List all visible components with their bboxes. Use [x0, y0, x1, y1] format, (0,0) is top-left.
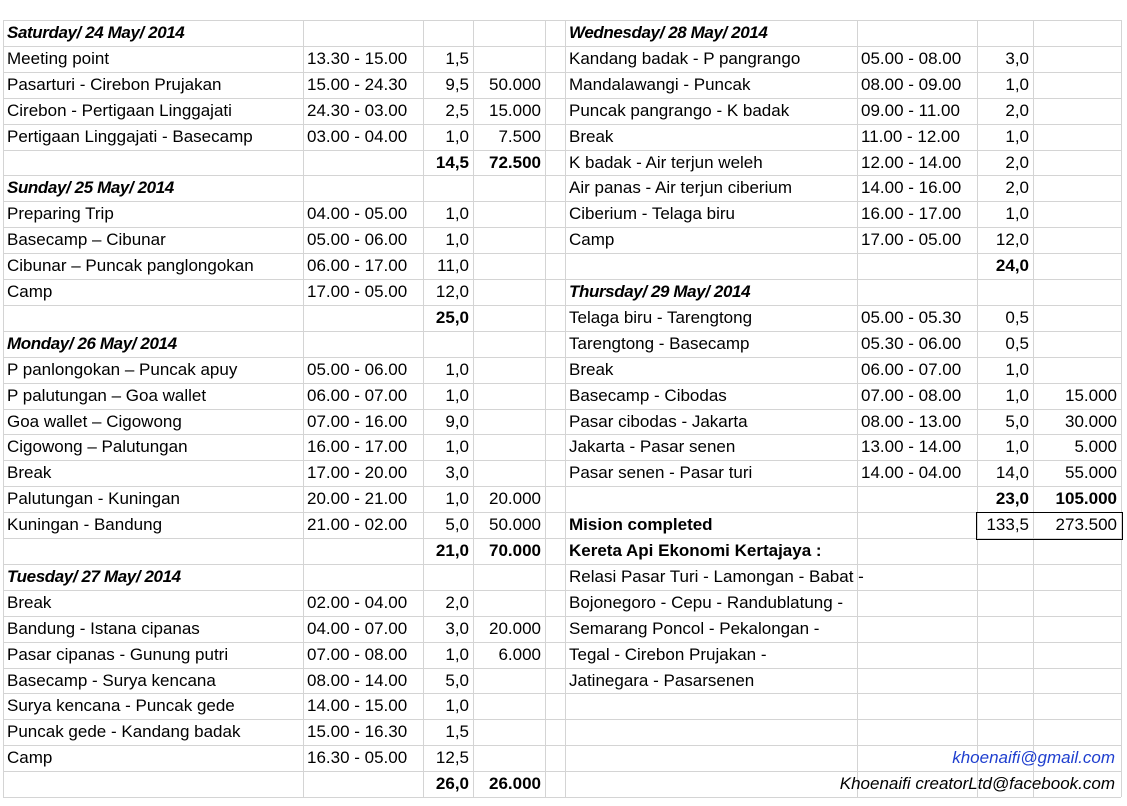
hours-cell: 12,0 — [995, 230, 1029, 250]
cost-cell: 50.000 — [489, 515, 541, 535]
cost-cell — [1037, 227, 1117, 253]
cost-cell: 30.000 — [1065, 411, 1117, 431]
time-cell: 08.00 - 14.00 — [307, 670, 408, 690]
train-route-line: Jatinegara - Pasarsenen — [569, 670, 755, 690]
hours-cell: 12,5 — [435, 748, 469, 768]
activity-cell: Puncak gede - Kandang badak — [7, 722, 241, 742]
time-cell: 07.00 - 16.00 — [307, 411, 408, 431]
hours-cell: 3,0 — [1005, 48, 1029, 68]
cost-cell — [477, 693, 541, 719]
time-cell: 14.00 - 04.00 — [861, 463, 962, 483]
train-route-line: Relasi Pasar Turi - Lamongan - Babat - — [569, 566, 864, 586]
train-route-line: Semarang Poncol - Pekalongan - — [569, 618, 820, 638]
day-header: Thursday/ 29 May/ 2014 — [569, 282, 751, 301]
time-cell: 07.00 - 08.00 — [861, 385, 962, 405]
cost-cell — [477, 460, 541, 486]
time-cell: 21.00 - 02.00 — [307, 515, 408, 535]
hours-cell: 1,0 — [1005, 126, 1029, 146]
hours-cell: 1,0 — [1005, 437, 1029, 457]
hours-cell: 1,0 — [445, 126, 469, 146]
hours-cell: 3,0 — [445, 463, 469, 483]
activity-cell: Surya kencana - Puncak gede — [7, 696, 235, 716]
activity-cell: Pasar senen - Pasar turi — [569, 463, 753, 483]
time-cell: 08.00 - 13.00 — [861, 411, 962, 431]
time-cell: 12.00 - 14.00 — [861, 152, 962, 172]
hours-cell: 1,0 — [445, 696, 469, 716]
cost-cell — [477, 434, 541, 460]
activity-cell: Basecamp - Surya kencana — [7, 670, 216, 690]
cost-cell — [1037, 98, 1117, 124]
cost-cell — [477, 357, 541, 383]
train-route-line: Bojonegoro - Cepu - Randublatung - — [569, 592, 844, 612]
cost-cell — [477, 668, 541, 694]
day-header: Tuesday/ 27 May/ 2014 — [7, 566, 181, 586]
cost-cell: 6.000 — [498, 644, 541, 664]
activity-cell: P palutungan – Goa wallet — [7, 385, 207, 405]
activity-cell: Air panas - Air terjun ciberium — [569, 178, 792, 198]
time-cell: 07.00 - 08.00 — [307, 644, 408, 664]
hours-cell: 1,0 — [445, 437, 469, 457]
time-cell: 14.00 - 15.00 — [307, 696, 408, 716]
total-cost-cell — [1037, 253, 1117, 279]
cost-cell: 7.500 — [498, 126, 541, 146]
time-cell: 03.00 - 04.00 — [307, 126, 408, 146]
hours-cell: 2,5 — [445, 100, 469, 120]
time-cell: 05.30 - 06.00 — [861, 333, 962, 353]
hours-cell: 1,0 — [445, 644, 469, 664]
time-cell: 06.00 - 07.00 — [307, 385, 408, 405]
time-cell: 08.00 - 09.00 — [861, 74, 962, 94]
day-header: Sunday/ 25 May/ 2014 — [7, 178, 174, 198]
activity-cell: Pertigaan Linggajati - Basecamp — [7, 126, 253, 146]
cost-cell — [1037, 305, 1117, 331]
activity-cell: Meeting point — [7, 48, 110, 68]
total-cost-cell: 26.000 — [489, 774, 541, 794]
time-cell: 15.00 - 16.30 — [307, 722, 408, 742]
activity-cell: K badak - Air terjun weleh — [569, 152, 763, 172]
activity-cell: Telaga biru - Tarengtong — [569, 307, 753, 327]
credit-facebook: Khoenaifi creatorLtd@facebook.com — [839, 774, 1115, 794]
cost-cell — [477, 279, 541, 305]
mission-total-cost: 273.500 — [1055, 515, 1117, 535]
hours-cell: 1,0 — [445, 359, 469, 379]
grid-column-line — [423, 20, 424, 797]
cost-cell — [1037, 175, 1117, 201]
activity-cell: Puncak pangrango - K badak — [569, 100, 790, 120]
time-cell: 02.00 - 04.00 — [307, 592, 408, 612]
cost-cell — [477, 201, 541, 227]
hours-cell: 5,0 — [445, 670, 469, 690]
time-cell: 11.00 - 12.00 — [861, 126, 960, 146]
hours-cell: 9,0 — [445, 411, 469, 431]
day-header: Monday/ 26 May/ 2014 — [7, 333, 177, 353]
hours-cell: 2,0 — [1005, 152, 1029, 172]
time-cell: 09.00 - 11.00 — [861, 100, 960, 120]
cost-cell — [477, 590, 541, 616]
hours-cell: 5,0 — [1005, 411, 1029, 431]
activity-cell: Bandung - Istana cipanas — [7, 618, 200, 638]
total-hours-cell: 14,5 — [435, 152, 469, 172]
activity-cell: Preparing Trip — [7, 204, 114, 224]
activity-cell: Cibunar – Puncak panglongokan — [7, 256, 254, 276]
cost-cell — [1037, 201, 1117, 227]
time-cell: 16.00 - 17.00 — [307, 437, 408, 457]
hours-cell: 1,0 — [445, 204, 469, 224]
activity-cell: Break — [7, 592, 52, 612]
total-hours-cell: 25,0 — [435, 307, 469, 327]
train-route-line: Tegal - Cirebon Prujakan - — [569, 644, 767, 664]
cost-cell — [1037, 331, 1117, 357]
activity-cell: Break — [7, 463, 52, 483]
cost-cell — [477, 46, 541, 72]
activity-cell: Pasar cipanas - Gunung putri — [7, 644, 229, 664]
train-title: Kereta Api Ekonomi Kertajaya : — [569, 541, 822, 560]
activity-cell: Camp — [569, 230, 615, 250]
total-hours-cell: 21,0 — [435, 541, 469, 560]
activity-cell: Break — [569, 359, 614, 379]
hours-cell: 9,5 — [445, 74, 469, 94]
total-hours-cell: 24,0 — [995, 256, 1029, 276]
grid-column-line — [303, 20, 304, 797]
grid-column-line — [565, 20, 566, 797]
activity-cell: Basecamp - Cibodas — [569, 385, 727, 405]
activity-cell: Tarengtong - Basecamp — [569, 333, 750, 353]
hours-cell: 1,0 — [1005, 385, 1029, 405]
grid-column-line — [473, 20, 474, 797]
total-cost-cell: 72.500 — [489, 152, 541, 172]
cost-cell — [1037, 72, 1117, 98]
hours-cell: 12,0 — [435, 282, 469, 301]
hours-cell: 1,5 — [445, 722, 469, 742]
total-cost-cell: 70.000 — [489, 541, 541, 560]
hours-cell: 2,0 — [1005, 178, 1029, 198]
cost-cell — [477, 719, 541, 745]
cost-cell: 20.000 — [489, 489, 541, 509]
time-cell: 13.00 - 14.00 — [861, 437, 962, 457]
hours-cell: 0,5 — [1005, 307, 1029, 327]
cost-cell: 15.000 — [1065, 385, 1117, 405]
cost-cell — [477, 253, 541, 279]
hours-cell: 1,0 — [1005, 359, 1029, 379]
total-cost-cell — [477, 305, 541, 331]
activity-cell: Camp — [7, 748, 53, 768]
grid-column-line — [3, 20, 4, 797]
activity-cell: Cirebon - Pertigaan Linggajati — [7, 100, 232, 120]
time-cell: 17.00 - 20.00 — [307, 463, 408, 483]
hours-cell: 1,5 — [445, 48, 469, 68]
hours-cell: 1,0 — [445, 230, 469, 250]
time-cell: 05.00 - 06.00 — [307, 230, 408, 250]
cost-cell — [477, 745, 541, 771]
activity-cell: Cigowong – Palutungan — [7, 437, 188, 457]
cost-cell: 20.000 — [489, 618, 541, 638]
activity-cell: Kuningan - Bandung — [7, 515, 163, 535]
hours-cell: 1,0 — [445, 489, 469, 509]
time-cell: 17.00 - 05.00 — [861, 230, 962, 250]
time-cell: 24.30 - 03.00 — [307, 100, 408, 120]
activity-cell: Pasarturi - Cirebon Prujakan — [7, 74, 222, 94]
hours-cell: 1,0 — [445, 385, 469, 405]
time-cell: 06.00 - 17.00 — [307, 256, 408, 276]
total-hours-cell: 26,0 — [435, 774, 469, 794]
hours-cell: 5,0 — [445, 515, 469, 535]
grid-row-line — [3, 797, 1121, 798]
hours-cell: 1,0 — [1005, 204, 1029, 224]
activity-cell: Camp — [7, 282, 53, 301]
cost-cell: 15.000 — [489, 100, 541, 120]
time-cell: 06.00 - 07.00 — [861, 359, 962, 379]
grid-column-line — [1121, 20, 1122, 797]
time-cell: 20.00 - 21.00 — [307, 489, 408, 509]
cost-cell — [477, 383, 541, 409]
time-cell: 04.00 - 05.00 — [307, 204, 408, 224]
hours-cell: 2,0 — [445, 592, 469, 612]
activity-cell: Break — [569, 126, 614, 146]
cost-cell — [477, 227, 541, 253]
cost-cell: 55.000 — [1065, 463, 1117, 483]
activity-cell: P panlongokan – Puncak apuy — [7, 359, 238, 379]
itinerary-table — [3, 20, 1125, 800]
credit-email: khoenaifi@gmail.com — [952, 748, 1115, 768]
cost-cell: 50.000 — [489, 74, 541, 94]
time-cell: 16.00 - 17.00 — [861, 204, 962, 224]
cost-cell — [1037, 124, 1117, 150]
activity-cell: Mandalawangi - Puncak — [569, 74, 751, 94]
time-cell: 16.30 - 05.00 — [307, 748, 408, 768]
time-cell: 14.00 - 16.00 — [861, 178, 962, 198]
activity-cell: Goa wallet – Cigowong — [7, 411, 182, 431]
activity-cell: Basecamp – Cibunar — [7, 230, 166, 250]
time-cell: 15.00 - 24.30 — [307, 74, 408, 94]
day-header: Wednesday/ 28 May/ 2014 — [569, 23, 768, 42]
hours-cell: 3,0 — [445, 618, 469, 638]
activity-cell: Jakarta - Pasar senen — [569, 437, 736, 457]
time-cell: 05.00 - 08.00 — [861, 48, 962, 68]
cost-cell: 5.000 — [1074, 437, 1117, 457]
activity-cell: Pasar cibodas - Jakarta — [569, 411, 748, 431]
hours-cell: 2,0 — [1005, 100, 1029, 120]
time-cell: 05.00 - 05.30 — [861, 307, 962, 327]
cost-cell — [1037, 357, 1117, 383]
time-cell: 13.30 - 15.00 — [307, 48, 408, 68]
day-header: Saturday/ 24 May/ 2014 — [7, 23, 185, 42]
activity-cell: Ciberium - Telaga biru — [569, 204, 735, 224]
cost-cell — [477, 409, 541, 435]
total-cost-cell: 105.000 — [1055, 489, 1117, 509]
cost-cell — [1037, 150, 1117, 176]
mission-total-hours: 133,5 — [986, 515, 1029, 535]
total-hours-cell: 23,0 — [995, 489, 1029, 509]
time-cell: 04.00 - 07.00 — [307, 618, 408, 638]
cost-cell — [1037, 46, 1117, 72]
activity-cell: Palutungan - Kuningan — [7, 489, 180, 509]
time-cell: 05.00 - 06.00 — [307, 359, 408, 379]
hours-cell: 0,5 — [1005, 333, 1029, 353]
activity-cell: Kandang badak - P pangrango — [569, 48, 801, 68]
hours-cell: 11,0 — [437, 256, 469, 276]
time-cell: 17.00 - 05.00 — [307, 282, 408, 301]
mission-label: Mision completed — [569, 515, 713, 535]
hours-cell: 14,0 — [995, 463, 1029, 483]
hours-cell: 1,0 — [1005, 74, 1029, 94]
grid-column-line — [545, 20, 546, 797]
